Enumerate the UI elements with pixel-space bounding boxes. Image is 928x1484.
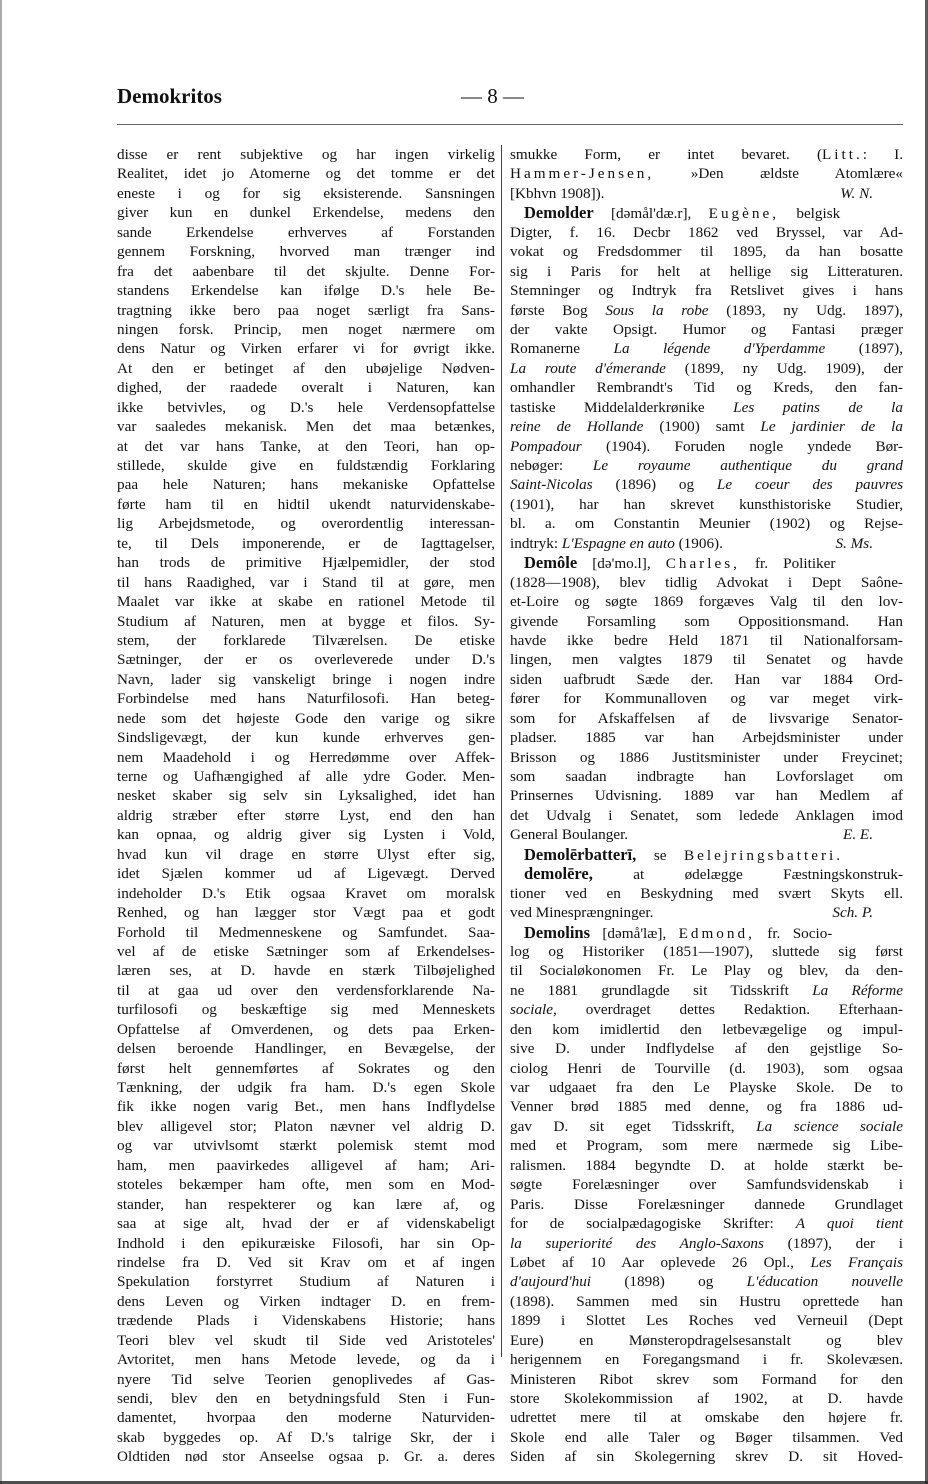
text-line: turfilosofi og beskæftige sig med Menneskets <box>117 1001 495 1019</box>
text-line: til Socialøkonomen Fr. Le Play og blev, da den- <box>510 962 903 980</box>
text-line: lingen, men valgtes 1879 til Senatet og havde <box>510 651 903 669</box>
text-line: dens Natur og Virken erfarer vi for øvrigt ikke. <box>117 340 495 358</box>
text-line: den kom imidlertid den letbevægelige og impul- <box>510 1020 903 1038</box>
text-line: trædende Plads i Videnskabens Historie; hans <box>117 1312 495 1330</box>
text-line: til hans Raadighed, var i Stand til at gøre, men <box>117 573 495 591</box>
text-line: for de socialpædagogiske Skrifter: A quoi tient <box>510 1215 903 1233</box>
text-line: Ministeren Ribot skrev som Formand for den <box>510 1370 903 1388</box>
right-column <box>510 145 903 1467</box>
text-line: te, til Dels imponerende, er de Iagttagelser, <box>117 534 495 552</box>
text-line: lig Arbejdsmetode, og overordentlig interessan- <box>117 515 495 533</box>
text-line: bl. a. om Constantin Meunier (1902) og Rejse- <box>510 515 903 533</box>
text-line: Stemninger og Indtryk fra Retslivet gives i hans <box>510 282 903 300</box>
text-line: omhandler Rembrandt's Tid og Kreds, den fan- <box>510 379 903 397</box>
text-line: Hammer-Jensen, »Den ældste Atomlære« <box>510 165 903 183</box>
text-line: delsen beroende Handlinger, en Bevægelse, der <box>117 1040 495 1058</box>
page-header <box>117 84 903 114</box>
text-line: Spekulation forstyrret Studium af Naturen i <box>117 1273 495 1291</box>
text-line: stem, der forklarede Tilværelsen. De etiske <box>117 631 495 649</box>
text-line: store Skolekommission af 1902, at D. havde <box>510 1390 903 1407</box>
headword: Demolins <box>524 922 590 942</box>
text-line: Venner brød 1885 med denne, og fra 1886 ud- <box>510 1098 903 1116</box>
text-line: det Udvalg i Senatet, som ledede Anklagen imod <box>510 806 903 824</box>
text-line: Forbindelse med hans Naturfilosofi. Han beteg- <box>117 690 495 708</box>
text-line: Indhold i den epikuræiske Filosofi, har sin Op- <box>117 1234 495 1252</box>
person-name: Eugène, <box>708 205 780 223</box>
text-line: dens Leven og Virken indtager D. en frem- <box>117 1292 495 1310</box>
text-line: eneste i og for sig eksisterende. Sansningen <box>117 184 495 202</box>
text-line: damentet, hvorpaa den moderne Naturviden- <box>117 1409 495 1427</box>
text-line: fører for Kommunalloven og var meget virk- <box>510 690 903 708</box>
text-line: fra det aabenbare til det skjulte. Denne For- <box>117 262 495 280</box>
text-line: Forhold til Medmenneskene og Samfundet. Saa- <box>117 923 495 941</box>
text-line: Brisson og 1886 Justitsminister under Freycinet; <box>510 748 903 766</box>
entry-demole <box>510 553 903 845</box>
headword: Demolder <box>524 203 594 223</box>
text-line: Studium af Naturen, men at bygge et filos. Sy- <box>117 612 495 630</box>
text-line: læren ses, at D. havde en stærk Tilbøjelighed <box>117 962 495 980</box>
text-line: giver kun en dunkel Erkendelse, medens den <box>117 204 495 222</box>
text-line: standens Erkendelse kan ifølge D.'s hele Be- <box>117 282 495 300</box>
text-line: Paris. Disse Forelæsninger dannede Grundlaget <box>510 1195 903 1213</box>
text-line: med et Program, som mere nærmede sig Libe- <box>510 1137 903 1155</box>
text-line: blev alligevel stor; Platon nævner vel aldrig D. <box>117 1117 495 1135</box>
text-line: som saadan indbragte han Lovforslaget om <box>510 768 903 785</box>
text-line: (1828—1908), blev tidlig Advokat i Dept Saône- <box>510 573 903 591</box>
text-line: fik ikke nogen varig Bet., men hans Indflydelse <box>117 1098 495 1116</box>
person-name: Charles, <box>665 555 740 573</box>
entry-demolere <box>510 864 903 922</box>
text-line: indtryk: L'Espagne en auto (1906). S. Ms. <box>510 534 903 553</box>
text-line: Siden af sin Skolegerning skrev D. sit Hoved- <box>510 1448 903 1466</box>
text-line: stoteles bekæmper ham ofte, men som en Mod- <box>117 1176 495 1194</box>
text-line: var saaledes mekanisk. Men det maa betænkes, <box>117 418 495 436</box>
text-line: Løbet af 10 Aar oplevede 26 Opl., Les Français <box>510 1253 903 1271</box>
text-line: tioner ved en Beskydning med svært Skyts ell. <box>510 884 903 902</box>
text-line: sande Erkendelse erhverves af Forstanden <box>117 223 495 241</box>
text-line: Navn, lader sig vanskeligt bringe i nogen indre <box>117 670 495 688</box>
text-line: Prinsernes Udvisning. 1889 var han Medlem af <box>510 787 903 805</box>
text-line: givende Forsamling som Oppositionsmand. Han <box>510 612 903 630</box>
text-line: General Boulanger. E. E. <box>510 825 903 844</box>
entry-first-line: Demolder [dəmål'dæ.r], Eugène, belgisk <box>524 203 841 223</box>
text-line: udrettet mere til at omskabe den højere fr. <box>510 1409 903 1427</box>
text-line: (1901), har han skrevet kunsthistoriske Studier, <box>510 495 903 513</box>
text-line: Sætninger, der er os overleverede under D.'s <box>117 651 495 669</box>
headword: Demôle <box>524 553 578 573</box>
text-line: Tænkning, der udgik fra ham. D.'s egen Skole <box>117 1079 495 1096</box>
lit-label: Litt. <box>822 146 863 163</box>
entry-first-line: Demolins [dəmå'læ], Edmond, fr. Socio- <box>524 922 833 942</box>
text-line: saa at sige alt, hvad der er af videnskabeligt <box>117 1215 495 1233</box>
text-line: nebøger: Le royaume authentique du grand <box>510 457 903 474</box>
text-line: Saint-Nicolas (1896) og Le coeur des pauvres <box>510 476 903 494</box>
text-line: Eure) en Mønsteropdragelsesanstalt og blev <box>510 1331 903 1349</box>
text-line: Digter, f. 16. Decbr 1862 ved Bryssel, var Ad- <box>510 223 903 241</box>
person-name: Edmond, <box>678 924 755 942</box>
text-line: d'aujourd'hui (1898) og L'éducation nouvelle <box>510 1273 903 1291</box>
text-line: nem Maadehold i og Herredømme over Affek- <box>117 748 495 766</box>
text-line: Opfattelse af Omverdenen, og dets paa Erken- <box>117 1020 495 1038</box>
text-line: reine de Hollande (1900) samt Le jardinier de la <box>510 418 903 436</box>
text-line: første Bog Sous la robe (1893, ny Udg. 1897), <box>510 301 903 319</box>
text-line: rindelse fra D. Ved sit Krav om et af ingen <box>117 1253 495 1271</box>
text-line: 1899 i Slottet Les Roches ved Verneuil (Dept <box>510 1312 903 1330</box>
column-divider <box>501 145 502 1357</box>
text-line: at det var hans Tanke, at den Teori, han op- <box>117 437 495 455</box>
text-line: og var utvivlsomt stærkt polemisk stemt mod <box>117 1137 495 1155</box>
text-line: Realitet, idet jo Atomerne og det tomme er det <box>117 165 495 183</box>
text-line: ciolog Henri de Tourville (d. 1903), som ogsaa <box>510 1059 903 1077</box>
text-line: disse er rent subjektive og har ingen virkelig <box>117 146 495 163</box>
page-edge-left <box>0 0 2 1484</box>
author-signature: W. N. <box>840 184 873 202</box>
cross-reference: Belejringsbatteri. <box>684 846 844 864</box>
text-line: indeholder D.'s Etik ogsaa Kravet om moralsk <box>117 884 495 902</box>
text-line: ne 1881 grundlagde sit Tidsskrift La Réforme <box>510 981 903 999</box>
text-line: Oldtiden nød stor Anseelse ogsaa p. Gr. a. deres <box>117 1448 495 1466</box>
text-line: Sindsligevægt, der kun kunde erhverves gen- <box>117 729 495 747</box>
text-line: til at gaa ud over den verdensforklarende Na- <box>117 981 495 999</box>
text-line: terne og Uafhængighed af alle ydre Goder. Men- <box>117 768 495 785</box>
entry-first-line: Demôle [də'mo.l], Charles, fr. Politiker <box>524 553 836 573</box>
author-signature: S. Ms. <box>835 534 873 552</box>
header-rule <box>117 124 903 125</box>
text-line: Maalet var ikke at skabe en rationel Metode til <box>117 593 495 611</box>
text-line: pladser. 1885 var han Arbejdsminister under <box>510 729 903 747</box>
text-line: søgte Forelæsninger over Samfundsvidenskab i <box>510 1176 903 1194</box>
text-line: ralismen. 1884 begyndte D. at holde stærkt be- <box>510 1156 903 1174</box>
text-line: paa hele Naturen; hans mekaniske Opfattelse <box>117 476 495 494</box>
running-head-title: Demokritos <box>117 84 222 108</box>
text-line: sive D. under Indflydelse af den gejstlige So- <box>510 1040 903 1058</box>
entry-demolder <box>510 203 903 553</box>
text-line: Skole end alle Taler og Bøger tilsammen. Ved <box>510 1428 903 1446</box>
pronunciation: [dəmål'dæ.r], <box>593 205 709 223</box>
text-line: stillede, skulde give en fuldstændig Forklaring <box>117 457 495 474</box>
text-line: dighed, der raadede overalt i Naturen, kan <box>117 379 495 397</box>
text-line: ningen forsk. Princip, men noget nærmere om <box>117 320 495 338</box>
text-line: gav D. sit eget Tidsskrift, La science sociale <box>510 1117 904 1135</box>
page-number: — 8 — <box>461 84 524 108</box>
pronunciation: [də'mo.l], <box>577 555 666 573</box>
text-line: (1898). Sammen med sin Hustru oprettede han <box>510 1292 903 1310</box>
text-line: nede som det højeste Gode den varige og sikre <box>117 709 495 727</box>
headword: Demolērbatterī, <box>524 844 637 864</box>
text-line: nesket skaber sig selv sin Lyksalighed, idet han <box>117 787 495 805</box>
text-line: Romanerne La légende d'Yperdamme (1897), <box>510 340 904 358</box>
text-line: førte ham til en hidtil ukendt naturvidenskabe- <box>117 495 495 513</box>
text-line: idet Sjælen kommer ud af Ligevægt. Derved <box>117 865 495 883</box>
entry-demolerbatteri <box>510 845 903 864</box>
text-line: Teori blev vel skudt til Side ved Aristoteles' <box>117 1331 495 1349</box>
text-line: ham, men paavirkedes alligevel af ham; Ari- <box>117 1156 495 1174</box>
text-line: var udgaaet fra den Le Playske Skole. De to <box>510 1079 903 1096</box>
author-signature: Sch. P. <box>832 904 873 922</box>
text-line: la superiorité des Anglo-Saxons (1897), der i <box>510 1234 903 1252</box>
text-line: Renhed, og han lægger stor Vægt paa et godt <box>117 904 495 922</box>
text-line: hvad kun vil drage en større Ulyst efter sig, <box>117 845 495 863</box>
text-line: aldrig stræber efter større Lyst, end den han <box>117 806 495 824</box>
text-line: gennem Forskning, hvorved man trænger ind <box>117 243 495 261</box>
headword: demolēre, <box>524 864 593 884</box>
text-line: der vakte Opsigt. Humor og Fantasi præger <box>510 320 903 338</box>
text-line: [Kbhvn 1908]). W. N. <box>510 184 903 203</box>
entry-demolins <box>510 923 903 1467</box>
text-line: ikke betvivles, og D.'s hele Verdensopfattelse <box>117 398 495 416</box>
text-line: nyere Tid selve Teorien genoplivedes af Gas- <box>117 1370 495 1388</box>
text-line: havde ikke bedre Held 1871 til Nationalforsam- <box>510 631 903 649</box>
text-line: først helt gennemførtes af Sokrates og den <box>117 1059 495 1077</box>
text-line: ved Minesprængninger. Sch. P. <box>510 903 903 922</box>
text-line: tastiske Middelalderkrønike Les patins de la <box>510 398 903 416</box>
text-line: han trods de primitive Hjælpemidler, der stod <box>117 554 495 572</box>
text-line: herigennem en Foregangsmand i fr. Skolevæsen. <box>510 1351 903 1369</box>
text-line: et-Loire og søgte 1869 forgæves Valg til den lov- <box>510 593 903 611</box>
text-line: Pompadour (1904). Foruden nogle yndede Bør- <box>510 437 903 455</box>
text-line: som for Afskaffelsen af de livsvarige Senator- <box>510 709 903 727</box>
text-line: sendi, blev den en betydningsfuld Sten i Fun- <box>117 1390 495 1407</box>
author-name: Hammer-Jensen, <box>510 165 655 183</box>
text-line: kan opnaa, og aldrig giver sig Lysten i Vold, <box>117 826 495 844</box>
text-line: Avtoritet, men hans Metode levede, og da i <box>117 1351 495 1369</box>
text-line: sig i Paris for helt at hellige sig Litteraturen. <box>510 262 903 280</box>
author-signature: E. E. <box>843 826 873 844</box>
pronunciation: [dəmå'læ], <box>590 924 679 942</box>
text-line: vel af de etiske Sætninger som af Erkendelses- <box>117 942 495 960</box>
text-line: siden uafbrudt Sæde der. Han var 1884 Ord- <box>510 670 903 688</box>
left-column <box>117 145 495 1467</box>
entry-first-line: Demolērbatterī, se Belejringsbatteri. <box>524 844 844 864</box>
text-line: vokat og Fredsdommer til 1895, da han bosatte <box>510 243 903 261</box>
text-line: skab byggedes op. Af D.'s talrige Skr, der i <box>117 1428 495 1446</box>
text-line: smukke Form, er intet bevaret. (Litt.: I. <box>510 146 903 163</box>
text-line: tragtning ikke bero paa noget særligt fra Sans- <box>117 301 495 319</box>
entry-first-line: demolēre, at ødelægge Fæstningskonstruk- <box>524 864 903 884</box>
text-line: stander, han respekterer og kan lære af, og <box>117 1195 495 1213</box>
text-line: log og Historiker (1851—1907), sluttede sig først <box>510 942 903 960</box>
text-line: La route d'émerande (1899, ny Udg. 1909), der <box>510 359 903 377</box>
text-line: At den er betinget af den ubøjelige Nødven- <box>117 359 495 377</box>
text-line: sociale, overdraget dettes Redaktion. Efterhaan- <box>510 1001 903 1019</box>
